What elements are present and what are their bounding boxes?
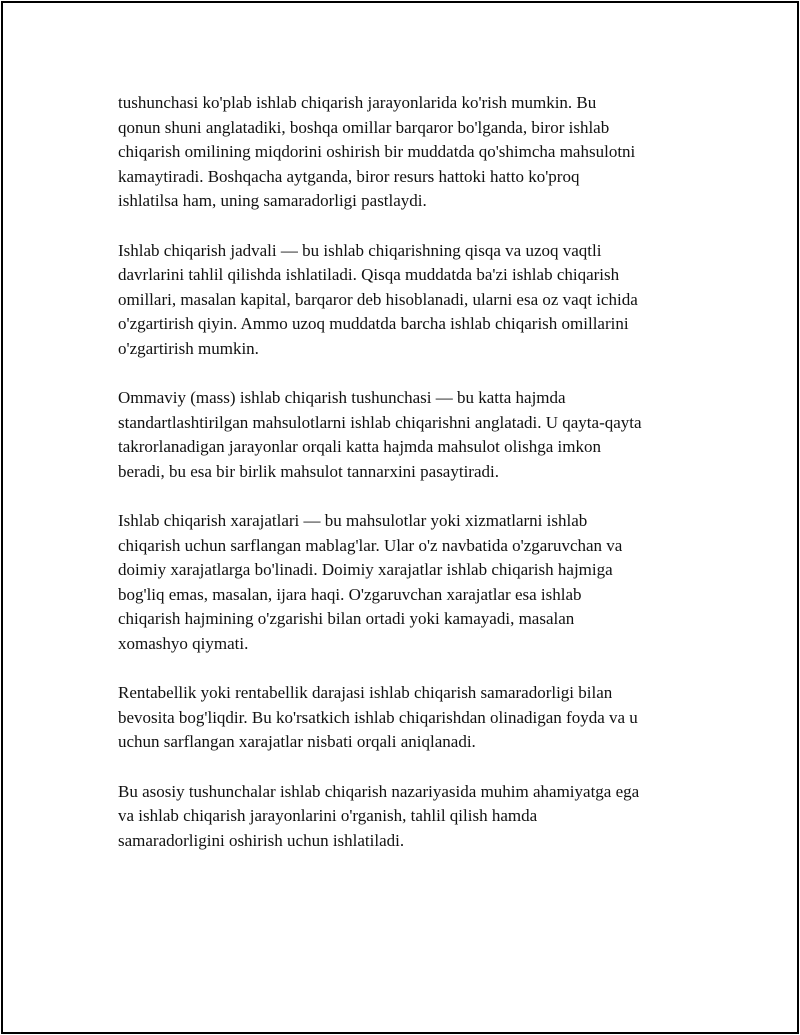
paragraph-3: Ommaviy (mass) ishlab chiqarish tushunchasi — bu katta hajmda standartlashtirilgan mahsulotlarni ishlab chiqarishni anglatadi. U qayta-qayta takrorlanadigan jarayonlar orqali katta hajmda mahsulot olishga imkon beradi, bu esa bir birlik mahsulot tannarxini pasaytiradi. (118, 388, 642, 481)
paragraph-2: Ishlab chiqarish jadvali — bu ishlab chiqarishning qisqa va uzoq vaqtli davrlarini tahlil qilishda ishlatiladi. Qisqa muddatda ba'zi ishlab chiqarish omillari, masalan kapital, barqaror deb hisoblanadi, ularni esa oz vaqt ichida o'zgartirish qiyin. Ammo uzoq muddatda barcha ishlab chiqarish omillarini o'zgartirish mumkin. (118, 240, 638, 358)
paragraph-5: Rentabellik yoki rentabellik darajasi ishlab chiqarish samaradorligi bilan bevosita bog'liqdir. Bu ko'rsatkich ishlab chiqarishdan olinadigan foyda va u uchun sarflangan xarajatlar nisbati orqali aniqlanadi. (118, 683, 638, 752)
paragraph-6: Bu asosiy tushunchalar ishlab chiqarish nazariyasida muhim ahamiyatga ega va ishlab chiqarish jarayonlarini o'rganish, tahlil qilish hamda samaradorligini oshirish uchun ishlatiladi. (118, 781, 640, 850)
document-body (118, 91, 693, 878)
paragraph-1: tushunchasi ko'plab ishlab chiqarish jarayonlarida ko'rish mumkin. Bu qonun shuni anglatadiki, boshqa omillar barqaror bo'lganda, biror ishlab chiqarish omilining miqdorini oshirish bir muddatda qo'shimcha mahsulotni kamaytiradi. Boshqacha aytganda, biror resurs hattoki hatto ko'proq ishlatilsa ham, uning samaradorligi pastlaydi. (118, 93, 636, 211)
paragraph-4: Ishlab chiqarish xarajatlari — bu mahsulotlar yoki xizmatlarni ishlab chiqarish uchun sarflangan mablag'lar. Ular o'z navbatida o'zgaruvchan va doimiy xarajatlarga bo'linadi. Doimiy xarajatlar ishlab chiqarish hajmiga bog'liq emas, masalan, ijara haqi. O'zgaruvchan xarajatlar esa ishlab chiqarish hajmining o'zgarishi bilan ortadi yoki kamayadi, masalan xomashyo qiymati. (118, 511, 623, 654)
